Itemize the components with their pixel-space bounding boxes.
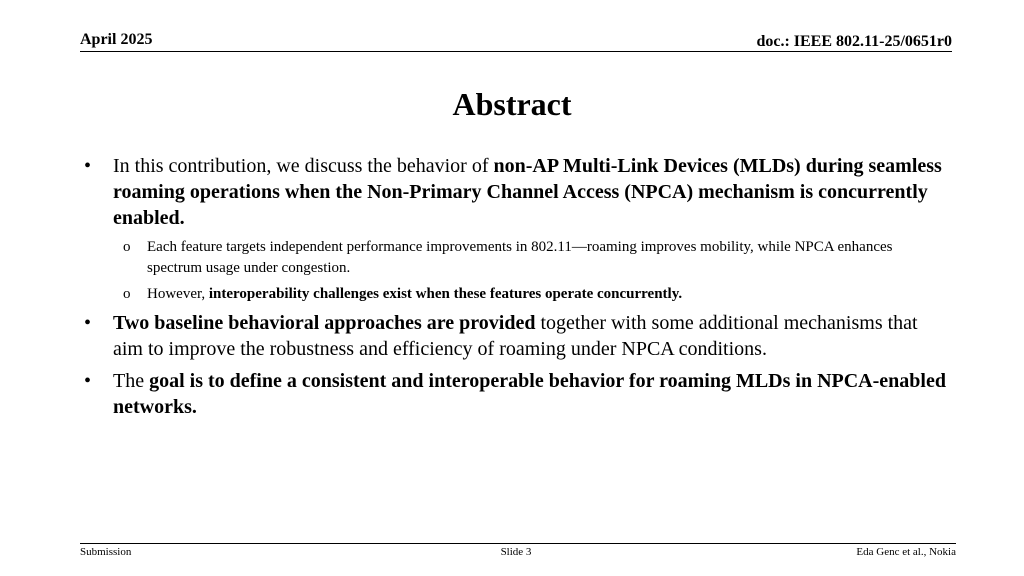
sub-bullet-2-text: However, <box>147 286 209 302</box>
sub-bullet-marker: o <box>123 239 131 255</box>
bullet-marker: • <box>84 312 92 334</box>
header-date: April 2025 <box>80 31 153 48</box>
footer-submission: Submission <box>80 546 132 558</box>
bullet-3 <box>80 368 950 420</box>
bullet-marker: • <box>84 370 92 392</box>
bullet-3-bold-text: goal is to define a consistent and interoperable behavior for roaming MLDs in NPCA-enabled networks. <box>113 370 946 418</box>
slide-body <box>80 153 950 426</box>
sub-bullet-1-text: Each feature targets independent performance improvements in 802.11—roaming improves mobility, while NPCA enhances spectrum usage under congestion. <box>147 239 893 276</box>
slide-title: Abstract <box>452 86 572 122</box>
bullet-1 <box>80 153 950 231</box>
bullet-3-text: The <box>113 370 150 392</box>
bullet-2-text: together with some additional mechanisms that aim to improve the robustness and efficiency of roaming under NPCA conditions. <box>113 312 918 360</box>
footer-divider <box>80 543 956 544</box>
footer-author: Eda Genc et al., Nokia <box>856 546 956 558</box>
sub-bullet-2 <box>80 284 950 305</box>
header-doc-id: doc.: IEEE 802.11-25/0651r0 <box>756 33 952 50</box>
sub-bullet-marker: o <box>123 286 131 302</box>
bullet-1-bold-text: non-AP Multi-Link Devices (MLDs) during seamless roaming operations when the Non-Primary Channel Access (NPCA) mechanism is concurrently enabled. <box>113 155 942 229</box>
bullet-1-text: In this contribution, we discuss the behavior of <box>113 155 494 177</box>
sub-bullet-2-bold-text: interoperability challenges exist when these features operate concurrently. <box>208 286 683 302</box>
sub-bullet-1 <box>80 237 950 279</box>
bullet-2-bold-text: Two baseline behavioral approaches are provided <box>113 312 536 334</box>
bullet-2 <box>80 310 950 362</box>
header-divider <box>80 51 952 52</box>
footer-slide-number: Slide 3 <box>500 546 532 558</box>
bullet-marker: • <box>84 155 92 177</box>
